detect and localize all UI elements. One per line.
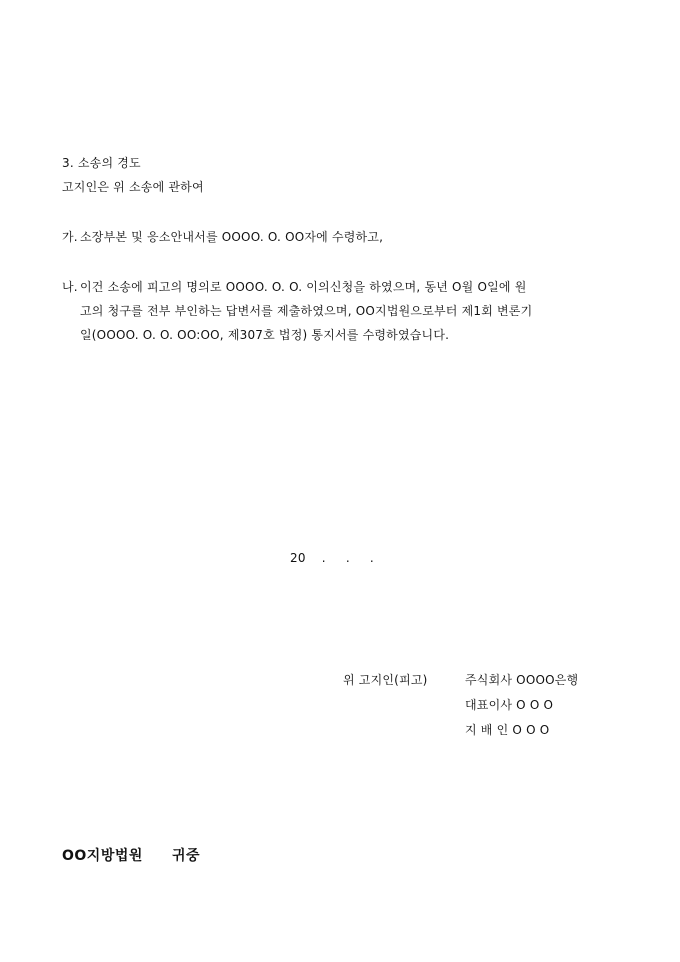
item-label: 나. <box>62 280 78 294</box>
addressee-suffix: 귀중 <box>172 848 201 864</box>
item-text: 이건 소송에 피고의 명의로 OOOO. O. O. 이의신청을 하였으며, 동년 O월 O일에 원 <box>80 280 527 294</box>
signer-representative: 대표이사 O O O <box>465 698 554 712</box>
signer-manager: 지 배 인 O O O <box>465 723 550 737</box>
item-label: 가. <box>62 230 78 244</box>
signer-role: 위 고지인(피고) <box>343 673 428 687</box>
item-text: 고의 청구를 전부 부인하는 답변서를 제출하였으며, OO지법원으로부터 제1회 변론기 <box>80 304 533 318</box>
item-text: 소장부본 및 응소안내서를 OOOO. O. OO자에 수령하고, <box>80 230 384 244</box>
document-date: 20 . . . <box>290 551 374 565</box>
section-heading: 3. 소송의 경도 <box>62 156 141 170</box>
signer-company: 주식회사 OOOO은행 <box>465 673 579 687</box>
item-text: 일(OOOO. O. O. OO:OO, 제307호 법정) 통지서를 수령하였습니다. <box>80 328 450 342</box>
court-name: OO지방법원 <box>62 848 143 864</box>
section-intro: 고지인은 위 소송에 관하여 <box>62 180 204 194</box>
